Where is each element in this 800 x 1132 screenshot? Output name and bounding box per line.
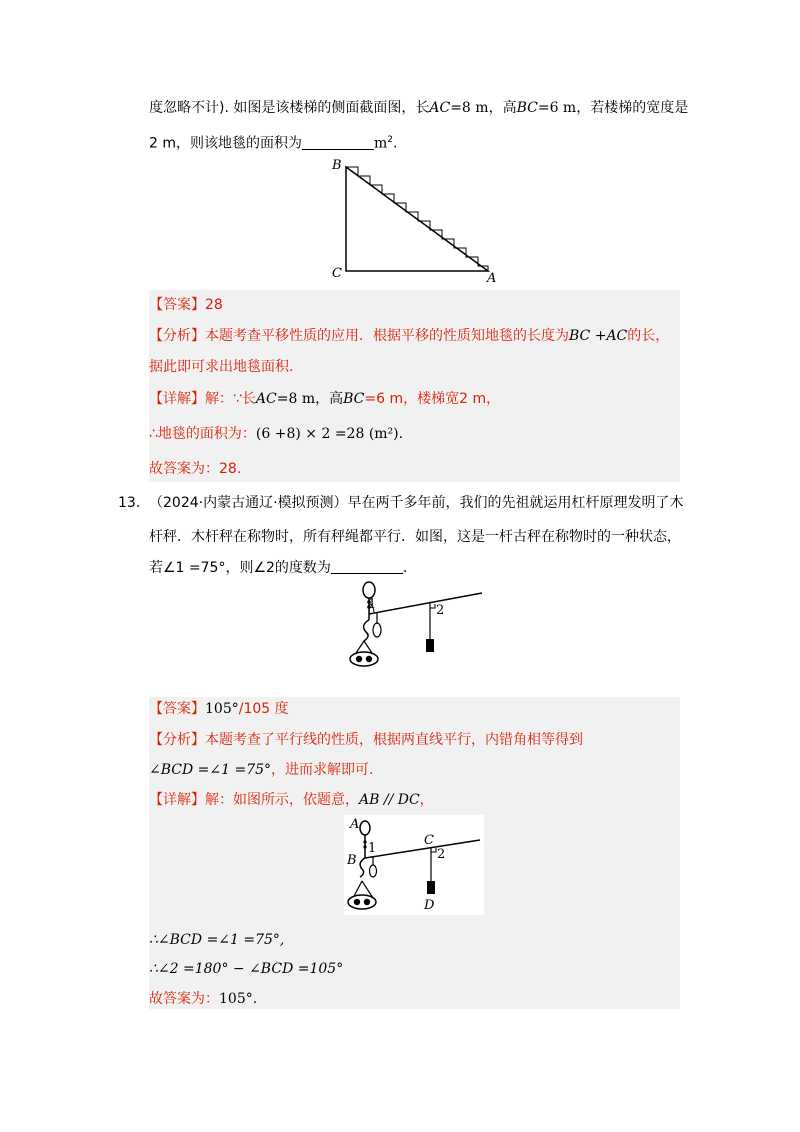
- ans13-analysis-1: [149, 730, 583, 750]
- detail-text: ∴地毯的面积为：: [149, 426, 256, 442]
- math-ac: AC: [429, 100, 451, 116]
- math-ab-parallel-dc: AB // DC: [359, 792, 420, 808]
- detail-text: ，: [419, 792, 434, 808]
- scale-pan: [350, 652, 378, 666]
- answer-tag: 【答案】: [149, 297, 205, 313]
- math-step-1: ∴∠BCD =∠1 =75°,: [149, 932, 285, 948]
- ans13-analysis-2: [149, 760, 373, 780]
- label-c: C: [332, 266, 342, 281]
- small-loop: [373, 623, 381, 637]
- detail-text: =8 m，高: [276, 391, 344, 407]
- ans13-answer: [149, 699, 289, 719]
- detail-tag: 【详解】: [149, 792, 205, 808]
- answer-tag: 【答案】: [149, 701, 205, 717]
- unit-sup: 2: [387, 135, 394, 145]
- q13-line-1: （2024·内蒙古通辽·模拟预测）早在两千多年前，我们的先祖就运用杠杆原理发明了木: [149, 495, 684, 511]
- ans12-detail-1: [149, 389, 500, 409]
- q13-line-3: [149, 558, 407, 578]
- label-c: C: [424, 833, 434, 848]
- ans12-analysis-1: [149, 326, 669, 346]
- label-a: A: [350, 817, 360, 832]
- ans13-detail-1: [149, 790, 434, 810]
- detail-tag: 【详解】: [149, 391, 205, 407]
- ans12-analysis-2: 据此即可求出地毯面积.: [149, 359, 294, 375]
- math-bc: BC: [516, 100, 538, 116]
- label-angle-1: 1: [368, 841, 377, 856]
- ans13-final: [149, 989, 257, 1009]
- scale-pan: [348, 895, 376, 909]
- q12-text: 度忽略不计). 如图是该楼梯的侧面截面图，长: [149, 100, 430, 116]
- unit-m: m: [374, 135, 388, 152]
- q12-text: ，高: [488, 100, 517, 116]
- analysis-text: ，进而求解即可.: [271, 762, 374, 778]
- value-8m: =8 m: [450, 100, 489, 116]
- angle-2-mark: [430, 604, 435, 608]
- q12-line-1: [149, 98, 688, 118]
- math-bc: BC: [343, 391, 365, 407]
- q12-text: 2 m，则该地毯的面积为: [149, 135, 302, 152]
- q13-number: 13.: [118, 495, 141, 511]
- analysis-tag: 【分析】: [149, 732, 205, 748]
- steelyard-figure: [340, 582, 490, 672]
- q12-line-2: [149, 130, 397, 154]
- analysis-tag: 【分析】: [149, 328, 205, 344]
- label-b: B: [332, 158, 342, 173]
- detail-text: 解：如图所示，依题意，: [205, 792, 359, 808]
- staircase-figure: [330, 155, 500, 285]
- label-d: D: [424, 898, 435, 913]
- ans13-step-2: [149, 959, 343, 979]
- ans13-step-1: [149, 930, 284, 950]
- label-angle-1: 1: [368, 597, 377, 612]
- analysis-text: 本题考查平移性质的应用．根据平移的性质知地毯的长度为: [205, 328, 569, 344]
- weight-block: [427, 881, 435, 894]
- label-angle-2: 2: [437, 847, 446, 862]
- value-6m: =6 m: [537, 100, 577, 116]
- q13-line-2: 杆秤．木杆秤在称物时，所有秤绳都平行．如图，这是一杆古秤在称物时的一种状态，: [149, 529, 681, 545]
- q13-text: 若∠1 =75°，则∠2的度数为: [149, 560, 331, 576]
- math-bc-plus-ac: BC +AC: [569, 328, 628, 344]
- weight-ball: [364, 899, 370, 905]
- answer-value: 28: [205, 297, 223, 313]
- math-angle-bcd: ∠BCD =∠1 =75°: [149, 762, 272, 778]
- weight-ball: [354, 899, 360, 905]
- answer-alt: /105 度: [238, 701, 289, 717]
- label-a: A: [487, 271, 497, 286]
- beam: [369, 593, 482, 614]
- label-b: B: [347, 853, 357, 868]
- steelyard-solution-figure: [344, 815, 484, 915]
- math-area-expr: (6 +8) × 2 =28 (m²).: [255, 426, 404, 442]
- q12-text: ，若楼梯的宽度是: [576, 100, 689, 116]
- detail-text: 解：∵长: [205, 391, 256, 407]
- knot: [363, 845, 366, 848]
- analysis-text: 的长，: [627, 328, 670, 344]
- answer-box-12: [149, 290, 680, 482]
- ans12-answer: [149, 295, 223, 315]
- period: .: [393, 135, 398, 152]
- final-value: 105°.: [219, 991, 258, 1007]
- math-step-2: ∴∠2 =180° − ∠BCD =105°: [149, 961, 344, 977]
- detail-text: =6 m，楼梯宽2 m，: [364, 391, 501, 407]
- weight-block: [426, 639, 434, 652]
- math-ac: AC: [255, 391, 277, 407]
- final-text: 故答案为：: [149, 991, 219, 1007]
- period: .: [402, 560, 408, 576]
- weight-ball: [356, 656, 362, 662]
- label-angle-2: 2: [436, 603, 445, 618]
- hook-chain: [364, 620, 369, 641]
- weight-ball: [366, 656, 372, 662]
- analysis-text: 本题考查了平行线的性质，根据两直线平行，内错角相等得到: [205, 732, 583, 748]
- answer-blank: [331, 559, 403, 574]
- ans12-detail-2: [149, 424, 403, 444]
- top-loop: [363, 582, 375, 598]
- answer-blank: [302, 135, 374, 150]
- answer-value: 105°: [205, 701, 239, 717]
- ans12-final: 故答案为：28.: [149, 461, 242, 477]
- knot: [363, 840, 366, 843]
